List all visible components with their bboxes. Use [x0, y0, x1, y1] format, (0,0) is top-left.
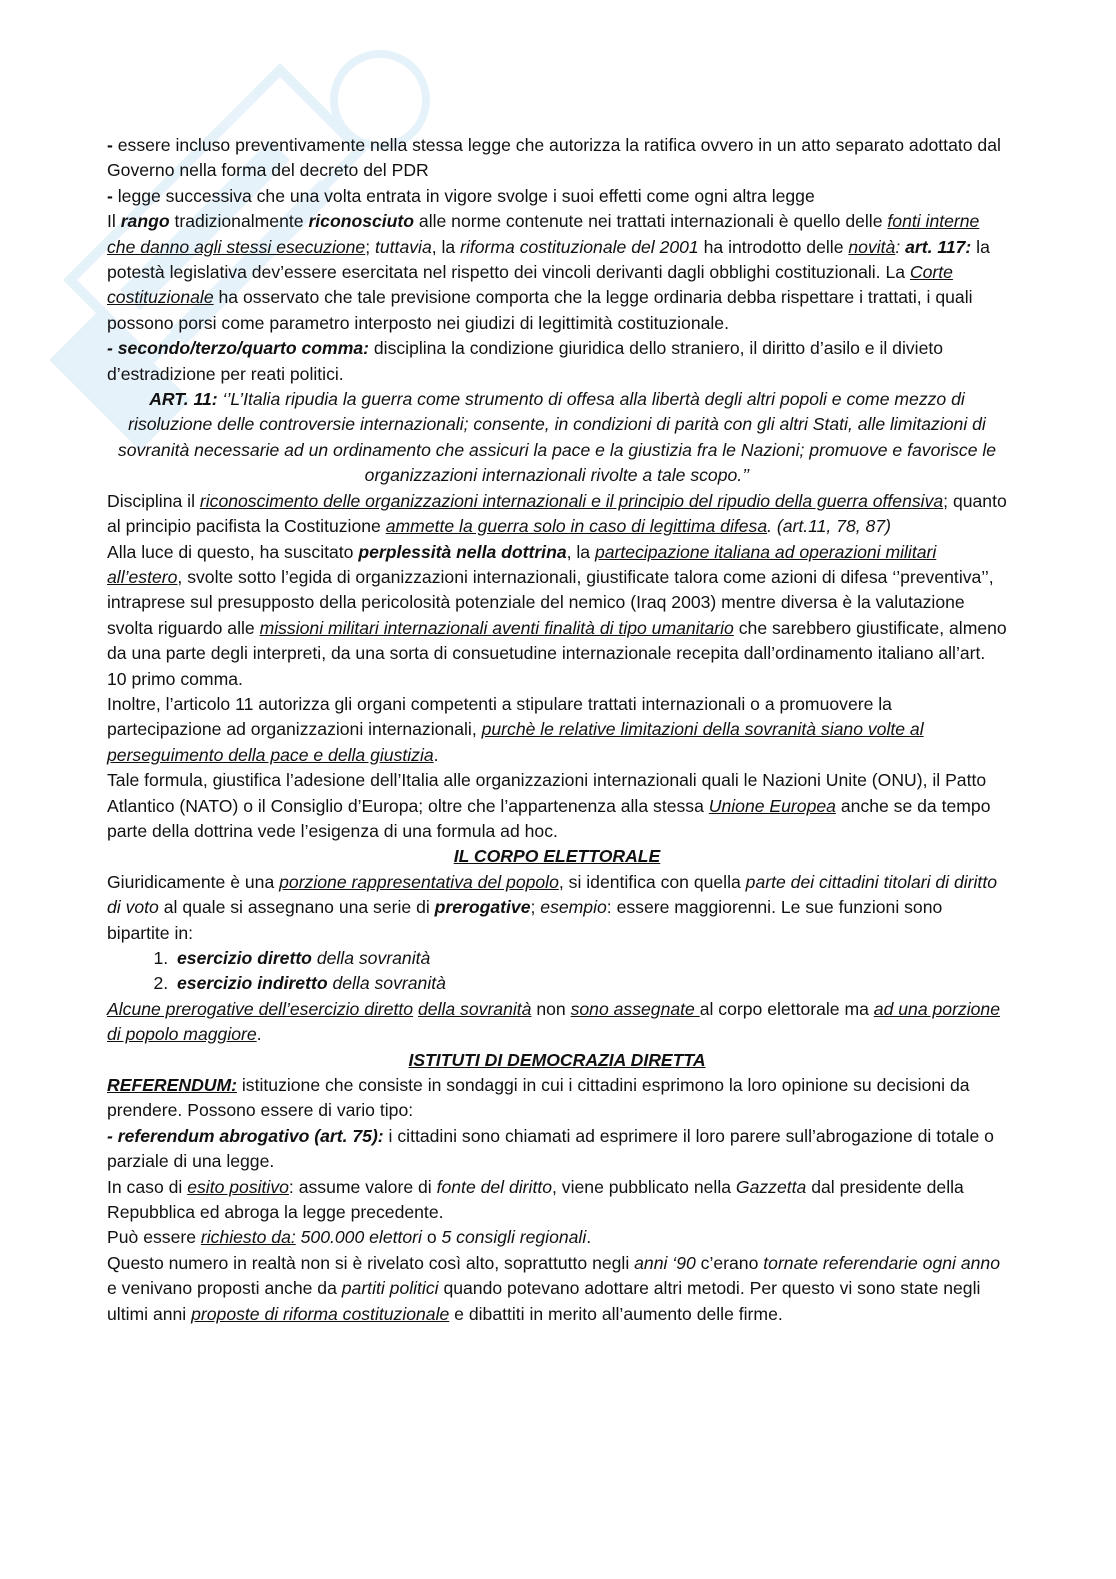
- paragraph: [107, 133, 1007, 184]
- text-run: .: [586, 1227, 592, 1248]
- text-run: ISTITUTI DI DEMOCRAZIA DIRETTA: [408, 1049, 706, 1070]
- text-run: anni ‘90: [634, 1252, 696, 1273]
- text-run: tradizionalmente: [169, 211, 309, 232]
- text-run: IL CORPO ELETTORALE: [453, 846, 661, 867]
- text-run: perplessità nella dottrina: [358, 541, 567, 562]
- text-run: anche se da tempo parte della dottrina vede l’esigenza di una formula ad hoc.: [107, 795, 991, 841]
- text-run: 5 consigli regionali: [441, 1227, 587, 1248]
- text-run: art. 117:: [905, 236, 972, 257]
- text-run: -: [107, 135, 118, 155]
- text-run: e venivano proposti anche da: [107, 1278, 342, 1299]
- text-run: .: [433, 744, 439, 765]
- text-run: Giuridicamente è una: [107, 871, 280, 892]
- text-run: essere incluso preventivamente nella stessa legge che autorizza la ratifica ovvero in un atto separato adottato dal Governo nella forma del decreto del PDR: [107, 135, 1001, 181]
- text-run: e dibattiti in merito all’aumento delle firme.: [449, 1303, 783, 1324]
- paragraph: [107, 184, 1007, 209]
- text-run: ; quanto al principio pacifista la Costituzione: [107, 490, 1007, 537]
- text-run: . (art.11, 78, 87): [767, 516, 891, 537]
- paragraph: [107, 540, 1007, 692]
- text-run: legge successiva che una volta entrata in vigore svolge i suoi effetti come ogni altra legge: [117, 185, 815, 206]
- text-run: : essere maggiorenni. Le sue funzioni sono bipartite in:: [107, 897, 943, 943]
- text-run: Il: [107, 211, 121, 232]
- paragraph: [107, 870, 1007, 946]
- paragraph: [107, 489, 1007, 540]
- section-heading: [107, 1048, 1007, 1073]
- text-run: rango: [120, 211, 170, 232]
- text-run: riconosciuto: [308, 211, 415, 232]
- paragraph: [107, 768, 1007, 844]
- text-run: tornate referendarie ogni anno: [763, 1252, 1000, 1273]
- text-run: esempio: [540, 897, 607, 918]
- text-run: ART. 11:: [149, 389, 218, 410]
- text-run: esito positivo: [187, 1176, 289, 1197]
- text-run: della sovranità: [327, 973, 446, 994]
- article-quote: [107, 387, 1007, 489]
- text-run: Unione Europea: [708, 795, 836, 816]
- text-run: REFERENDUM:: [107, 1075, 237, 1096]
- text-run: fonti interne che danno agli stessi esecuzione: [107, 211, 980, 257]
- numbered-list: [107, 946, 1007, 997]
- text-run: alle norme contenute nei trattati internazionali è quello delle: [414, 211, 888, 232]
- text-run: Gazzetta: [735, 1176, 807, 1197]
- paragraph: [107, 1175, 1007, 1226]
- text-run: - secondo/terzo/quarto comma:: [107, 338, 369, 359]
- text-run: esercizio indiretto: [177, 973, 328, 994]
- paragraph: [107, 692, 1007, 768]
- text-run: riforma costituzionale del 2001: [460, 236, 699, 257]
- text-run: c’erano: [695, 1252, 764, 1273]
- text-run: .: [256, 1024, 262, 1045]
- text-run: richiesto da:: [200, 1227, 296, 1248]
- text-run: disciplina la condizione giuridica dello straniero, il diritto d’asilo e il divieto d’estradizione per reati politici.: [107, 338, 944, 384]
- text-run: al corpo elettorale ma: [699, 998, 874, 1019]
- list-item: [173, 971, 1007, 996]
- text-run: Può essere: [107, 1227, 201, 1248]
- text-run: sono assegnate: [570, 998, 700, 1019]
- text-run: ha introdotto delle: [698, 236, 849, 257]
- text-run: Questo numero in realtà non si è rivelato così alto, soprattutto negli: [107, 1252, 635, 1273]
- text-run: ;: [365, 236, 375, 257]
- text-run: :: [895, 236, 906, 257]
- text-run: ha osservato che tale previsione comporta che la legge ordinaria debba rispettare i trattati, i quali possono porsi come parametro interposto nei giudizi di legittimità costituzionale.: [107, 287, 973, 333]
- text-run: Disciplina il: [107, 490, 200, 511]
- text-run: o: [421, 1227, 442, 1248]
- text-run: partiti politici: [341, 1278, 439, 1299]
- text-run: al quale si assegnano una serie di: [158, 897, 435, 918]
- text-run: della sovranità: [418, 998, 532, 1019]
- paragraph: [107, 1124, 1007, 1175]
- paragraph: [107, 336, 1007, 387]
- text-run: ‘’L’Italia ripudia la guerra come strumento di offesa alla libertà degli altri popoli e come mezzo di risoluzione delle controversie internazionali; consente, in condizioni di parità con gli altri Stati, alle limitazioni di sovranità necessarie ad un ordinamento che assicuri la pace e la giustizia fra le Nazioni; promuove e favorisce le organizzazioni internazionali rivolte a tale scopo.’’: [117, 389, 997, 486]
- text-run: , svolte sotto l’egida di organizzazioni internazionali, giustificate talora come azioni di difesa ‘’preventiva’’, intraprese sul presupposto della pericolosità potenziale del nemico (Iraq 2003) mentre diversa è la valutazione svolta riguardo alle: [107, 566, 994, 638]
- text-run: proposte di riforma costituzionale: [191, 1303, 450, 1324]
- text-run: novità: [848, 236, 896, 257]
- paragraph: [107, 1251, 1007, 1327]
- text-run: Alcune prerogative dell’esercizio diretto: [107, 998, 414, 1019]
- text-run: porzione rappresentativa del popolo: [279, 871, 559, 892]
- text-run: Inoltre, l’articolo 11 autorizza gli organi competenti a stipulare trattati internazionali o a promuovere la partecipazione ad organizzazioni internazionali,: [107, 693, 892, 740]
- text-run: purchè le relative limitazioni della sovranità siano volte al perseguimento della pace e della giustizia: [107, 719, 924, 765]
- text-run: -: [107, 185, 118, 206]
- text-run: riconoscimento delle organizzazioni internazionali e il principio del ripudio della guerra offensiva: [199, 490, 944, 511]
- text-run: Alla luce di questo, ha suscitato: [107, 541, 359, 562]
- text-run: partecipazione italiana ad operazioni militari all’estero: [107, 541, 937, 587]
- text-run: missioni militari internazionali aventi finalità di tipo umanitario: [259, 617, 734, 638]
- text-run: tuttavia: [375, 236, 432, 257]
- text-run: la potestà legislativa dev’essere esercitata nel rispetto dei vincoli derivanti dagli obblighi costituzionali. La: [107, 236, 990, 283]
- text-run: , la: [566, 541, 595, 562]
- paragraph: [107, 209, 1007, 336]
- text-run: dal presidente della Repubblica ed abroga la legge precedente.: [107, 1176, 964, 1223]
- text-run: ;: [530, 897, 541, 918]
- paragraph: [107, 1073, 1007, 1124]
- paragraph: [107, 1225, 1007, 1250]
- text-run: Corte costituzionale: [107, 262, 953, 308]
- text-run: In caso di: [107, 1176, 188, 1197]
- text-run: : assume valore di: [288, 1176, 437, 1197]
- document-body: [107, 133, 1007, 1327]
- text-run: esercizio diretto: [177, 948, 312, 968]
- text-run: non: [531, 998, 571, 1019]
- text-run: , viene pubblicato nella: [552, 1176, 736, 1197]
- text-run: parte dei cittadini titolari di diritto di voto: [107, 871, 997, 918]
- text-run: quando potevano adottare altri metodi. Per questo vi sono state negli ultimi anni: [107, 1278, 981, 1324]
- text-run: i cittadini sono chiamati ad esprimere il loro parere sull’abrogazione di totale o parziale di una legge.: [107, 1125, 994, 1172]
- paragraph: [107, 997, 1007, 1048]
- text-run: della sovranità: [311, 948, 431, 968]
- text-run: , la: [431, 236, 461, 257]
- text-run: ammette la guerra solo in caso di legittima difesa: [385, 516, 768, 537]
- text-run: - referendum abrogativo (art. 75):: [107, 1125, 384, 1146]
- text-run: istituzione che consiste in sondaggi in cui i cittadini esprimono la loro opinione su decisioni da prendere. Possono essere di vario tipo:: [107, 1075, 970, 1121]
- section-heading: [107, 844, 1007, 869]
- text-run: prerogative: [434, 897, 531, 918]
- list-item: [173, 946, 1007, 971]
- text-run: ad una porzione di popolo maggiore: [107, 998, 1000, 1045]
- text-run: fonte del diritto: [436, 1176, 553, 1197]
- text-run: Tale formula, giustifica l’adesione dell’Italia alle organizzazioni internazionali quali le Nazioni Unite (ONU), il Patto Atlantico (NATO) o il Consiglio d’Europa; oltre che l’appartenenza alla stessa: [107, 770, 987, 816]
- text-run: , si identifica con quella: [558, 871, 746, 892]
- text-run: 500.000 elettori: [300, 1227, 422, 1248]
- text-run: che sarebbero giustificate, almeno da una parte degli interpreti, da una sorta di consuetudine internazionale recepita dall’ordinamento italiano all’art. 10 primo comma.: [107, 617, 1007, 689]
